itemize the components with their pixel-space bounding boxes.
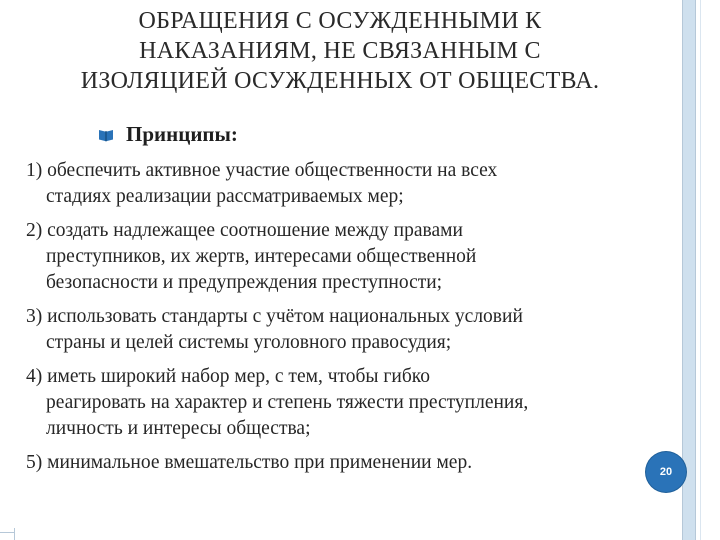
book-icon bbox=[98, 127, 114, 143]
right-decorative-line bbox=[700, 0, 701, 540]
list-item bbox=[26, 218, 666, 296]
principles-list bbox=[26, 158, 666, 484]
list-item-line: личность и интересы общества; bbox=[46, 418, 311, 439]
principles-heading bbox=[98, 122, 238, 147]
list-item-line: 3) использовать стандарты с учётом национальных условий bbox=[26, 306, 523, 327]
list-item-line: преступников, их жертв, интересами общественной bbox=[46, 246, 477, 267]
list-item-line: реагировать на характер и степень тяжести преступления, bbox=[46, 392, 529, 413]
list-item-line: 4) иметь широкий набор мер, с тем, чтобы гибко bbox=[26, 366, 430, 387]
list-item-line: страны и целей системы уголовного правосудия; bbox=[46, 332, 452, 353]
corner-ornament bbox=[14, 528, 15, 540]
title-line: ИЗОЛЯЦИЕЙ ОСУЖДЕННЫХ ОТ ОБЩЕСТВА. bbox=[80, 68, 600, 94]
list-item-line: стадиях реализации рассматриваемых мер; bbox=[46, 186, 404, 207]
list-item-line: безопасности и предупреждения преступности; bbox=[46, 272, 443, 293]
right-decorative-strip bbox=[682, 0, 696, 540]
list-item bbox=[26, 450, 666, 476]
list-item-line: 5) минимальное вмешательство при применении мер. bbox=[26, 452, 473, 473]
principles-heading-text: Принципы: bbox=[126, 122, 238, 146]
list-item bbox=[26, 364, 666, 442]
title-line: ОБРАЩЕНИЯ С ОСУЖДЕННЫМИ К bbox=[138, 8, 542, 34]
page-number-badge: 20 bbox=[646, 452, 686, 492]
slide-title bbox=[30, 0, 650, 96]
list-item bbox=[26, 304, 666, 356]
title-line: НАКАЗАНИЯМ, НЕ СВЯЗАННЫМ С bbox=[139, 38, 541, 64]
corner-ornament bbox=[0, 532, 14, 533]
list-item-line: 1) обеспечить активное участие общественности на всех bbox=[26, 160, 498, 181]
list-item-line: 2) создать надлежащее соотношение между правами bbox=[26, 220, 463, 241]
list-item bbox=[26, 158, 666, 210]
